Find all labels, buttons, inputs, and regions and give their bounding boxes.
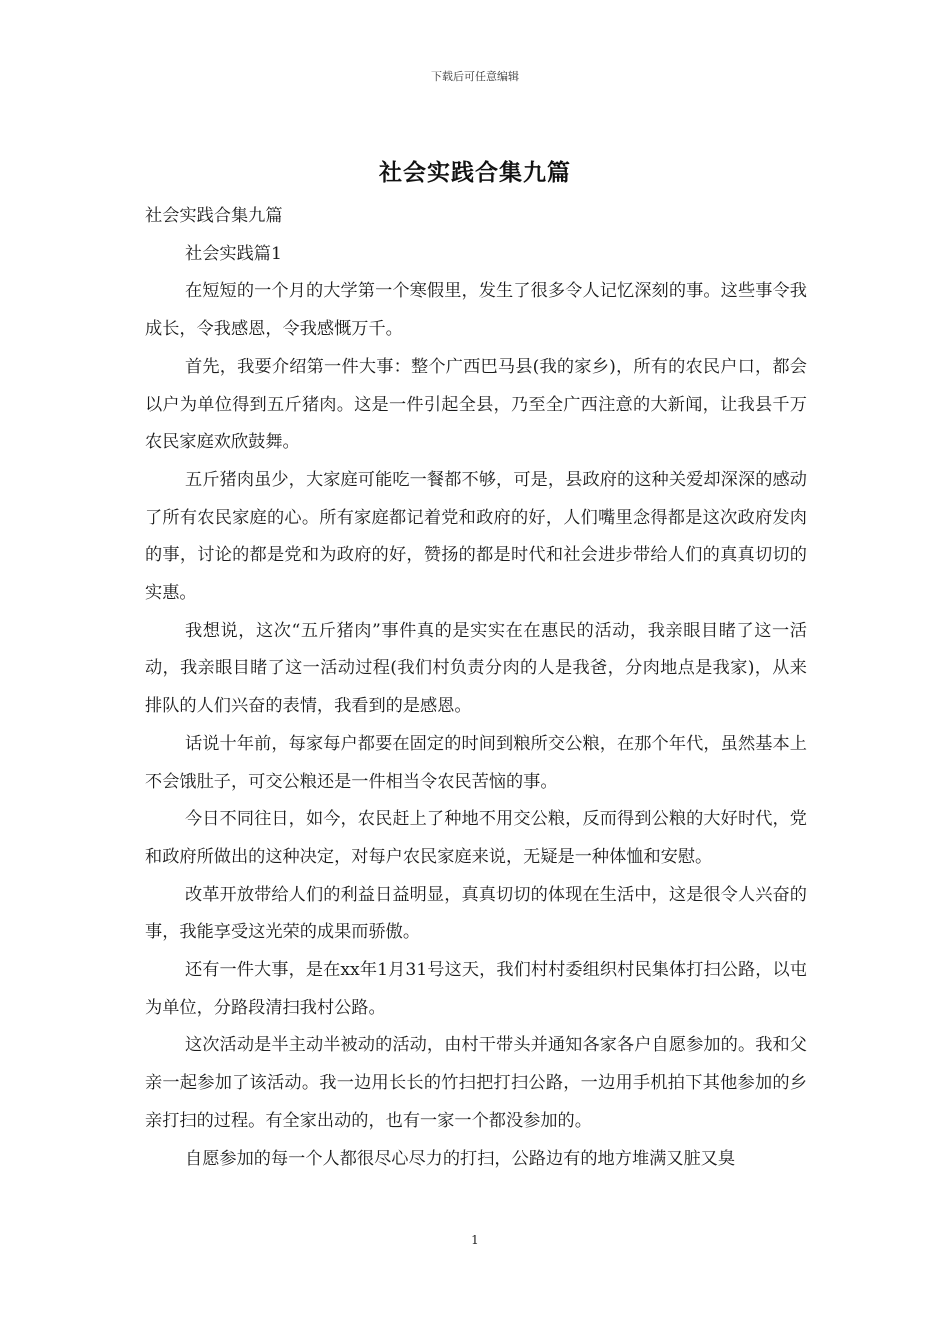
document-body [145, 198, 807, 1178]
page-number: 1 [471, 1233, 479, 1247]
paragraph: 自愿参加的每一个人都很尽心尽力的打扫，公路边有的地方堆满又脏又臭 [185, 1148, 736, 1169]
document-title: 社会实践合集九篇 [379, 159, 571, 186]
paragraph: 我想说，这次“五斤猪肉”事件真的是实实在在惠民的活动，我亲眼目睹了这一活动，我亲眼目睹了这一活动过程(我们村负责分肉的人是我爸，分肉地点是我家)，从来排队的人们兴奋的表情，我看到的是感恩。 [145, 620, 807, 717]
section-heading: 社会实践篇1 [185, 243, 282, 264]
paragraph: 今日不同往日，如今，农民赶上了种地不用交公粮，反而得到公粮的大好时代，党和政府所做出的这种决定，对每户农民家庭来说，无疑是一种体恤和安慰。 [145, 809, 807, 867]
paragraph: 首先，我要介绍第一件大事：整个广西巴马县(我的家乡)，所有的农民户口，都会以户为单位得到五斤猪肉。这是一件引起全县，乃至全广西注意的大新闻，让我县千万农民家庭欢欣鼓舞。 [145, 356, 807, 453]
paragraph: 这次活动是半主动半被动的活动，由村干带头并通知各家各户自愿参加的。我和父亲一起参加了该活动。我一边用长长的竹扫把打扫公路，一边用手机拍下其他参加的乡亲打扫的过程。有全家出动的，也有一家一个都没参加的。 [145, 1035, 807, 1131]
paragraph: 改革开放带给人们的利益日益明显，真真切切的体现在生活中，这是很令人兴奋的事，我能享受这光荣的成果而骄傲。 [145, 884, 807, 943]
paragraph: 五斤猪肉虽少，大家庭可能吃一餐都不够，可是，县政府的这种关爱却深深的感动了所有农民家庭的心。所有家庭都记着党和政府的好，人们嘴里念得都是这次政府发肉的事，讨论的都是党和为政府的好，赞扬的都是时代和社会进步带给人们的真真切切的实惠。 [145, 469, 807, 604]
document-subtitle: 社会实践合集九篇 [145, 206, 283, 226]
page-header-note: 下载后可任意编辑 [431, 70, 519, 83]
paragraph: 在短短的一个月的大学第一个寒假里，发生了很多令人记忆深刻的事。这些事令我成长，令我感恩，令我感慨万千。 [145, 281, 807, 340]
paragraph: 话说十年前，每家每户都要在固定的时间到粮所交公粮，在那个年代，虽然基本上不会饿肚子，可交公粮还是一件相当令农民苦恼的事。 [145, 733, 807, 792]
paragraph: 还有一件大事，是在xx年1月31号这天，我们村村委组织村民集体打扫公路，以屯为单位，分路段清扫我村公路。 [145, 960, 807, 1018]
